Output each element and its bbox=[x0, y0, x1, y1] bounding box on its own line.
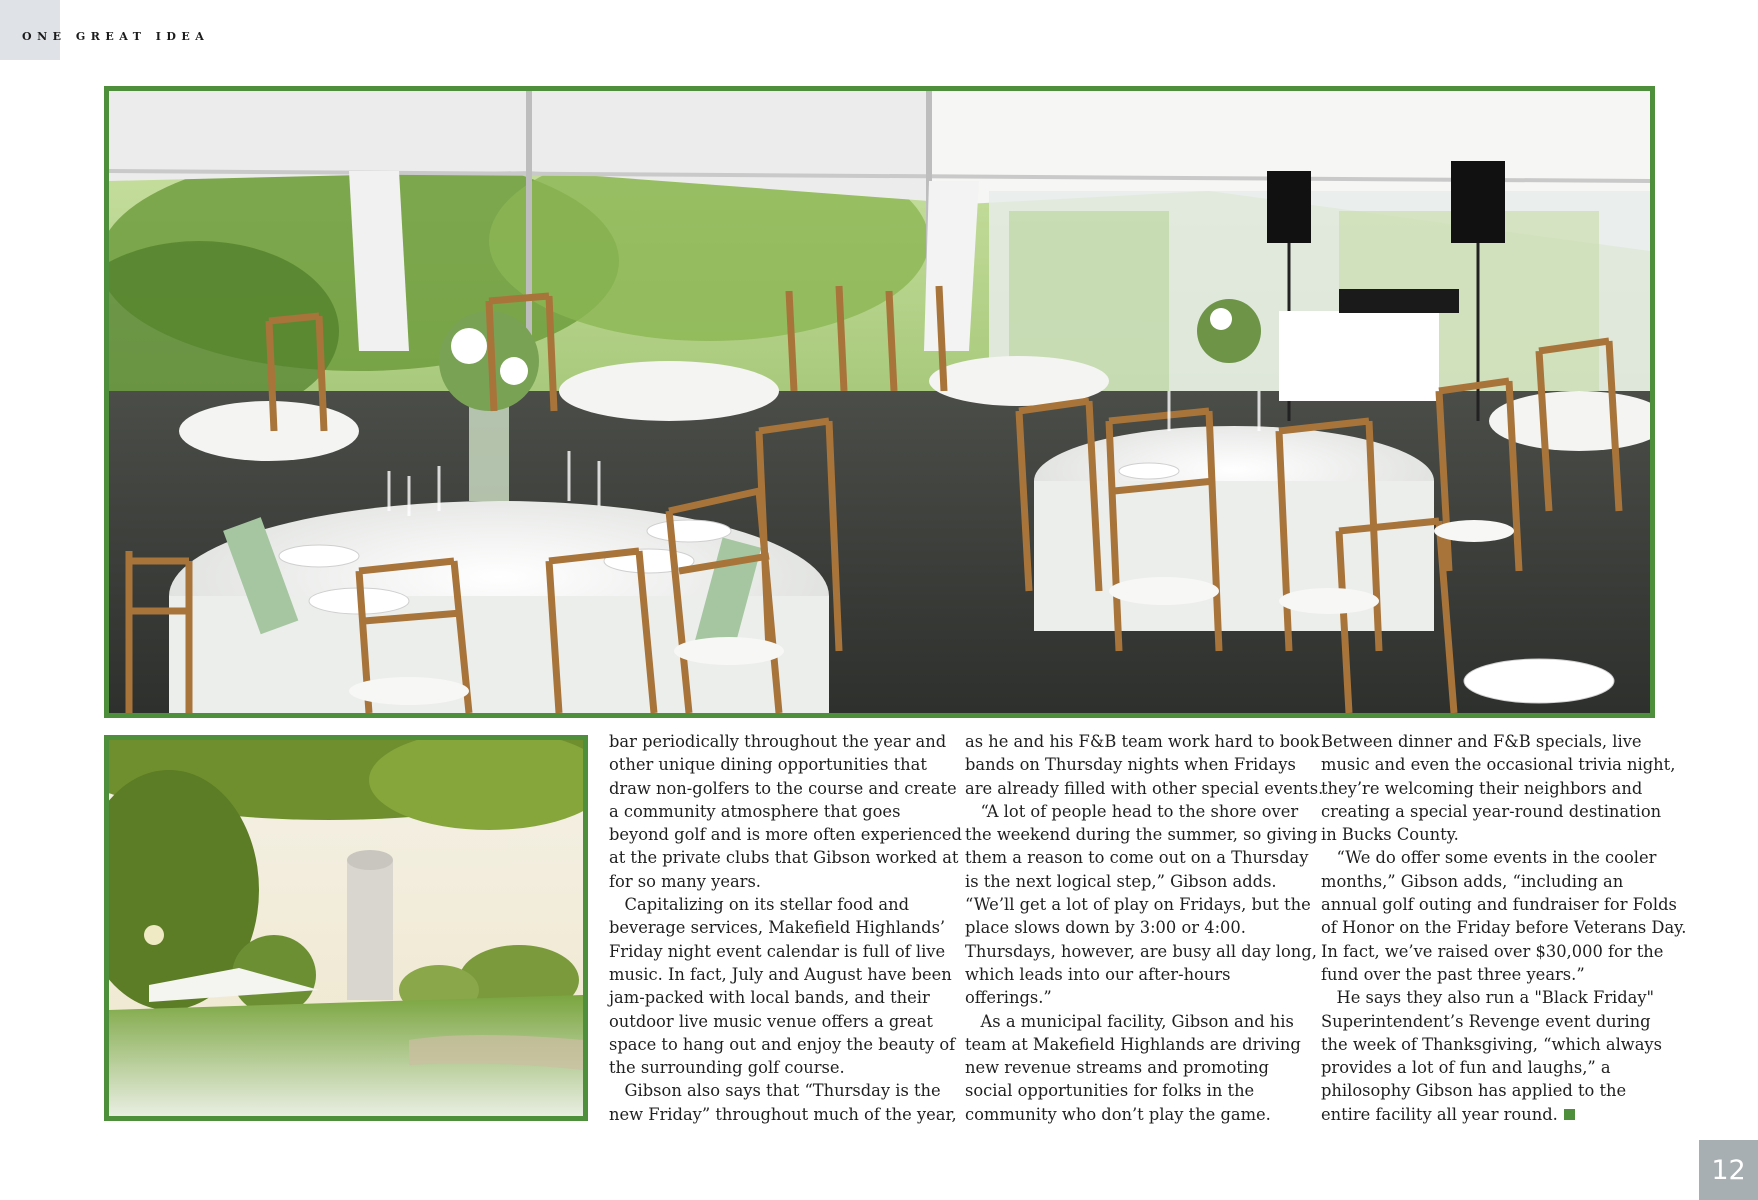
text-line: creating a special year-round destination bbox=[1321, 801, 1662, 821]
text-line: music. In fact, July and August have been bbox=[609, 964, 952, 984]
article-column-1 bbox=[609, 730, 962, 1126]
text-line: space to hang out and enjoy the beauty of bbox=[609, 1034, 956, 1054]
text-line: Thursdays, however, are busy all day long, bbox=[965, 941, 1317, 961]
text-line: As a municipal facility, Gibson and his bbox=[965, 1011, 1294, 1031]
text-line: them a reason to come out on a Thursday bbox=[965, 848, 1309, 868]
text-line: are already filled with other special events. bbox=[965, 778, 1324, 798]
text-line: a community atmosphere that goes bbox=[609, 801, 901, 821]
text-line: new Friday” throughout much of the year, bbox=[609, 1104, 957, 1124]
text-line: Superintendent’s Revenge event during bbox=[1321, 1011, 1651, 1031]
page-number: 12 bbox=[1699, 1140, 1758, 1200]
text-line: as he and his F&B team work hard to book bbox=[965, 732, 1320, 751]
text-line: Capitalizing on its stellar food and bbox=[609, 895, 910, 915]
text-line: jam-packed with local bands, and their bbox=[609, 988, 930, 1008]
text-line: bar periodically throughout the year and bbox=[609, 732, 947, 751]
text-line: outdoor live music venue offers a great bbox=[609, 1011, 933, 1031]
text-line-last bbox=[1321, 1103, 1663, 1126]
text-line: which leads into our after-hours bbox=[965, 964, 1231, 984]
text-line: of Honor on the Friday before Veterans Day. bbox=[1321, 918, 1687, 938]
text-line: in Bucks County. bbox=[1321, 825, 1459, 845]
tent-event-image bbox=[109, 91, 1650, 713]
text-line: fund over the past three years.” bbox=[1321, 964, 1585, 984]
section-kicker: ONE GREAT IDEA bbox=[22, 30, 210, 43]
text-line: the weekend during the summer, so giving bbox=[965, 825, 1318, 845]
text-line: annual golf outing and fundraiser for Folds bbox=[1321, 895, 1677, 915]
text-line: place slows down by 3:00 or 4:00. bbox=[965, 918, 1246, 938]
text-line: provides a lot of fun and laughs,” a bbox=[1321, 1058, 1611, 1078]
text-line: team at Makefield Highlands are driving bbox=[965, 1034, 1301, 1054]
article-column-2 bbox=[965, 730, 1324, 1126]
text-line: “A lot of people head to the shore over bbox=[965, 801, 1299, 821]
text-line: for so many years. bbox=[609, 871, 761, 891]
text-line: months,” Gibson adds, “including an bbox=[1321, 871, 1624, 891]
text-line: is the next logical step,” Gibson adds. bbox=[965, 871, 1277, 891]
text-line: He says they also run a "Black Friday" bbox=[1321, 988, 1655, 1008]
hero-photo bbox=[104, 86, 1655, 718]
text-line: the week of Thanksgiving, “which always bbox=[1321, 1034, 1662, 1054]
end-mark-icon bbox=[1564, 1109, 1575, 1120]
text-line: new revenue streams and promoting bbox=[965, 1058, 1269, 1078]
text-line: “We’ll get a lot of play on Fridays, but the bbox=[965, 895, 1311, 915]
text-line: Gibson also says that “Thursday is the bbox=[609, 1081, 941, 1101]
text-line: “We do offer some events in the cooler bbox=[1321, 848, 1657, 868]
text-line: beyond golf and is more often experienced bbox=[609, 825, 962, 845]
text-line: community who don’t play the game. bbox=[965, 1104, 1271, 1124]
text-line: draw non-golfers to the course and create bbox=[609, 778, 957, 798]
golf-course-silo-image bbox=[109, 740, 583, 1116]
text-line: social opportunities for folks in the bbox=[965, 1081, 1255, 1101]
text-line: bands on Thursday nights when Fridays bbox=[965, 755, 1296, 775]
text-line: In fact, we’ve raised over $30,000 for the bbox=[1321, 941, 1664, 961]
text-line: beverage services, Makefield Highlands’ bbox=[609, 918, 946, 938]
text-line: Friday night event calendar is full of live bbox=[609, 941, 946, 961]
text-line: the surrounding golf course. bbox=[609, 1058, 845, 1078]
text-line: other unique dining opportunities that bbox=[609, 755, 927, 775]
text-line: offerings.” bbox=[965, 988, 1052, 1008]
silo-photo bbox=[104, 735, 588, 1121]
text-line: Between dinner and F&B specials, live bbox=[1321, 732, 1642, 751]
text-line: music and even the occasional trivia night, bbox=[1321, 755, 1676, 775]
text-line: entire facility all year round. bbox=[1321, 1104, 1558, 1124]
text-line: at the private clubs that Gibson worked at bbox=[609, 848, 959, 868]
text-line: they’re welcoming their neighbors and bbox=[1321, 778, 1643, 798]
article-column-3 bbox=[1321, 730, 1687, 1126]
text-line: philosophy Gibson has applied to the bbox=[1321, 1081, 1627, 1101]
